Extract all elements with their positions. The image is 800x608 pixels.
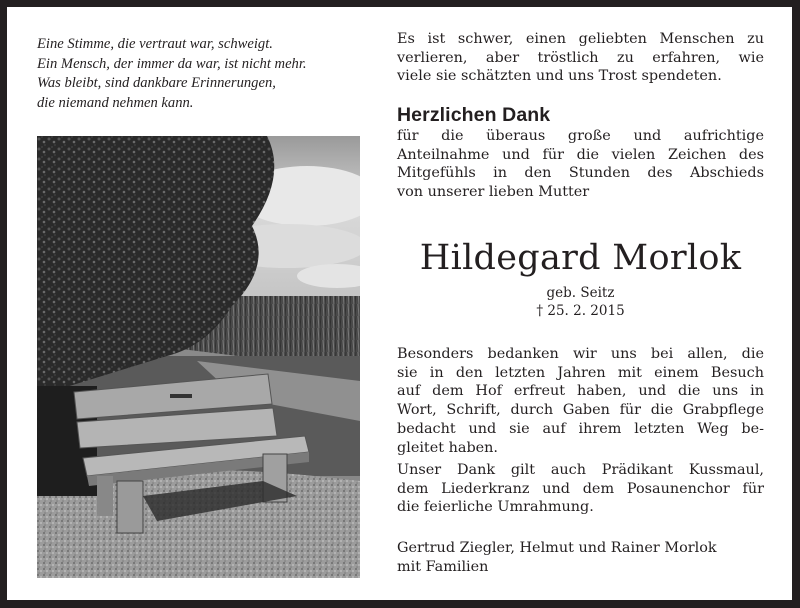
signature-line: Gertrud Ziegler, Helmut und Rainer Morlok [397,540,717,556]
special-thanks-line: auf dem Hof erfreut haben, und die uns in [397,383,764,400]
poem-line: die niemand nehmen kann. [37,94,194,111]
thanks-line: für die überaus große und aufrichtige [397,128,764,144]
choir-thanks-line: Unser Dank gilt auch Prädikant Kussmaul, [397,462,764,478]
poem-line: Was bleibt, sind dankbare Erinnerungen, [37,75,276,91]
death-date: † 25. 2. 2015 [536,302,625,319]
thanks-line: Mitgefühls in den Stunden des Abschieds [397,165,764,182]
intro-line: Es ist schwer, einen geliebten Menschen zu [397,31,764,47]
bench-photo [37,136,360,578]
bench-photo-icon [37,136,360,578]
special-thanks-line: Besonders bedanken wir uns bei allen, die [397,346,764,362]
thanks-heading: Herzlichen Dank [397,104,551,126]
deceased-details [397,285,764,320]
special-thanks-paragraph [397,345,764,457]
poem-line: Ein Mensch, der immer da war, ist nicht mehr. [37,55,307,72]
thanks-line: Anteilnahme und für die vielen Zeichen des [397,146,764,163]
intro-line: viele sie schätzten und uns Trost spendeten. [397,68,722,85]
deceased-name: Hildegard Morlok [419,238,742,278]
signature [397,539,764,576]
thanks-line: von unserer lieben Mutter [397,184,590,201]
thanks-paragraph [397,127,764,202]
memorial-poem [37,35,367,113]
signature-line: mit Familien [397,558,489,575]
intro-line: verlieren, aber tröstlich zu erfahren, wie [397,49,764,66]
special-thanks-line: gleitet haben. [397,439,499,456]
special-thanks-line: sie in den letzten Jahren mit einem Besuch [397,364,764,381]
poem-line: Eine Stimme, die vertraut war, schweigt. [37,36,273,52]
special-thanks-line: Wort, Schrift, durch Gaben für die Grabpflege [397,402,764,419]
choir-thanks-line: dem Liederkranz und dem Posaunenchor für [397,480,764,497]
choir-thanks-paragraph [397,461,764,517]
maiden-name: geb. Seitz [546,285,615,301]
intro-paragraph [397,30,764,86]
choir-thanks-line: die feierliche Umrahmung. [397,499,594,516]
special-thanks-line: bedacht und sie auf ihrem letzten Weg be- [397,420,764,437]
